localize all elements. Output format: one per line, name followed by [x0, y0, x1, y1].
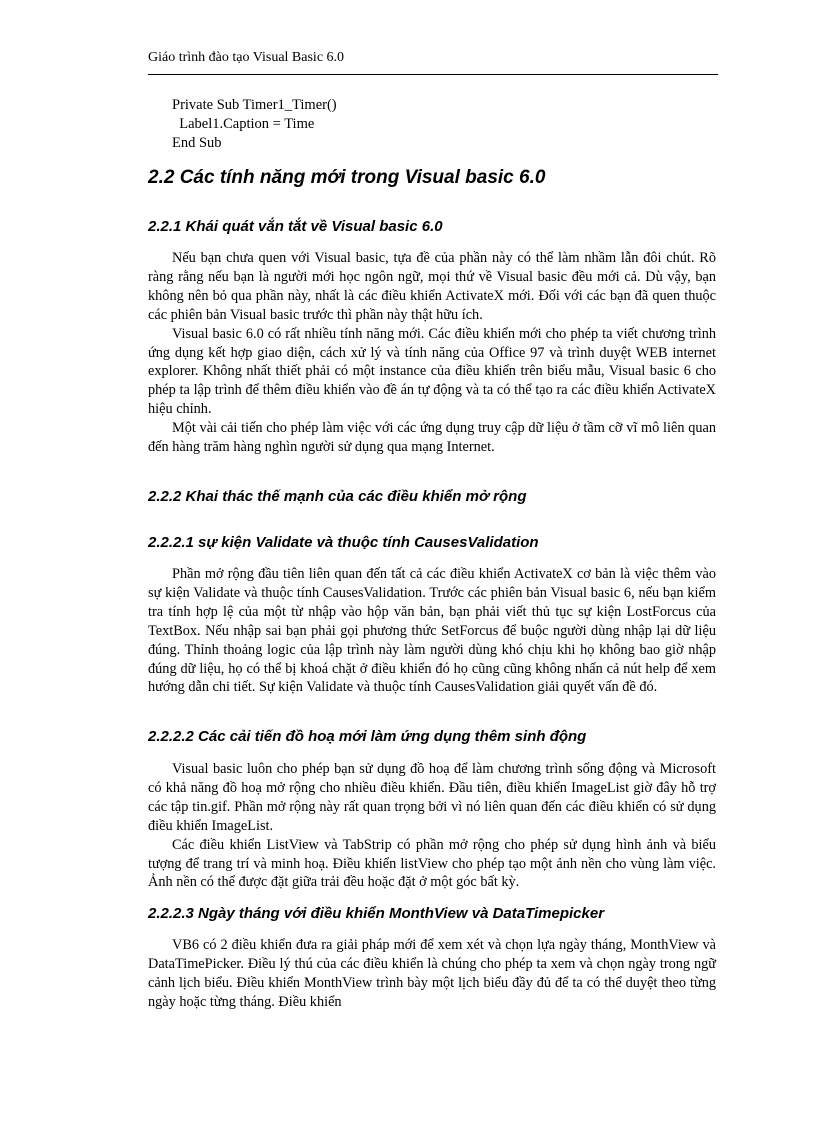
subsection-heading-2-2-2-2: 2.2.2.2 Các cải tiến đồ hoạ mới làm ứng dụng thêm sinh động — [148, 728, 587, 745]
header-rule — [148, 74, 718, 75]
paragraph: Visual basic 6.0 có rất nhiều tính năng mới. Các điều khiển mới cho phép ta viết chương trình ứng dụng kết hợp giao diện, cách xử lý và tính năng của Office 97 và trình duyệt WEB internet explorer. Không nhất thiết phải có một instance của điều khiển trên biểu mẫu, Visual basic 6 cho phép ta lập trình để thêm điều khiển vào đề án tự động và ta có thể tạo ra các điều khiển ActivateX hiệu chỉnh. — [148, 325, 716, 418]
subsection-heading-2-2-2-3: 2.2.2.3 Ngày tháng với điều khiển MonthView và DataTimepicker — [148, 905, 605, 922]
code-block — [172, 96, 337, 153]
code-line: Label1.Caption = Time — [172, 116, 315, 132]
section-2-2-1-body — [148, 249, 716, 457]
section-heading: 2.2 Các tính năng mới trong Visual basic 6.0 — [148, 167, 546, 188]
paragraph: VB6 có 2 điều khiển đưa ra giải pháp mới để xem xét và chọn lựa ngày tháng, MonthView và DataTimePicker. Điều lý thú của các điều khiển là chúng cho phép ta xem và chọn ngày trong ngữ cảnh lịch biểu. Điều khiển MonthView trình bày một lịch biểu đầy đủ để ta có thể duyệt theo từng ngày hoặc từng tháng. Điều khiển — [148, 937, 716, 1010]
paragraph: Phần mở rộng đầu tiên liên quan đến tất cả các điều khiển ActivateX cơ bản là việc thêm vào sự kiện Validate và thuộc tính CausesValidation. Trước các phiên bản Visual basic 6, nếu bạn kiểm tra tính hợp lệ của một từ nhập vào hộp văn bản, bạn phải viết thủ tục sự kiện LostForcus của TextBox. Nếu nhập sai bạn phải gọi phương thức SetForcus để buộc người dùng nhập lại dữ liệu đúng. Thỉnh thoảng logic của lập trình này làm người dùng khó chịu khi họ không bao giờ nhập đúng dữ liệu, họ có thể bị khoá chặt ở điều khiển đó họ cũng cũng không nhấn cả nút help để xem hướng dẫn chi tiết. Sự kiện Validate và thuộc tính CausesValidation giải quyết vấn đề đó. — [148, 566, 716, 696]
paragraph: Các điều khiển ListView và TabStrip có phần mở rộng cho phép sử dụng hình ảnh và biểu tượng để trang trí và minh hoạ. Điều khiển listView cho phép tạo một ảnh nền cho vùng làm việc. Ảnh nền có thể được đặt giữa trải đều hoặc đặt ở một góc bất kỳ. — [148, 836, 716, 891]
subsection-heading-2-2-1: 2.2.1 Khái quát vắn tắt về Visual basic 6.0 — [148, 218, 443, 235]
paragraph: Một vài cải tiến cho phép làm việc với các ứng dụng truy cập dữ liệu ở tầm cỡ vĩ mô liên quan đến hàng trăm hàng nghìn người sử dụng qua mạng Internet. — [148, 420, 716, 456]
subsection-heading-2-2-2-1: 2.2.2.1 sự kiện Validate và thuộc tính CausesValidation — [148, 534, 539, 551]
code-line: Private Sub Timer1_Timer() — [172, 97, 337, 113]
paragraph: Nếu bạn chưa quen với Visual basic, tựa đề của phần này có thể làm nhầm lẫn đôi chút. Rõ ràng rằng nếu bạn là người mới học ngôn ngữ, mọi thứ về Visual basic đều mới cả. Dù vậy, bạn không nên bỏ qua phần này, nhất là các điều khiển ActivateX mới. Đối với các bạn đã quen thuộc các phiên bản Visual basic trước thì phần này thật hữu ích. — [148, 250, 716, 323]
section-2-2-2-1-body — [148, 565, 716, 697]
subsection-heading-2-2-2: 2.2.2 Khai thác thế mạnh của các điều khiển mở rộng — [148, 488, 527, 505]
paragraph: Visual basic luôn cho phép bạn sử dụng đồ hoạ để làm chương trình sống động và Microsoft có khả năng đồ hoạ mở rộng cho nhiều điều khiển. Đầu tiên, điều khiển ImageList giờ đây hỗ trợ các tập tin.gif. Phần mở rộng này rất quan trọng bởi vì nó liên quan đến các điều khiển có sử dụng điều khiển ImageList. — [148, 761, 716, 834]
section-2-2-2-3-body — [148, 936, 716, 1012]
code-line: End Sub — [172, 135, 222, 151]
page-header: Giáo trình đào tạo Visual Basic 6.0 — [148, 50, 345, 65]
section-2-2-2-2-body — [148, 760, 716, 892]
